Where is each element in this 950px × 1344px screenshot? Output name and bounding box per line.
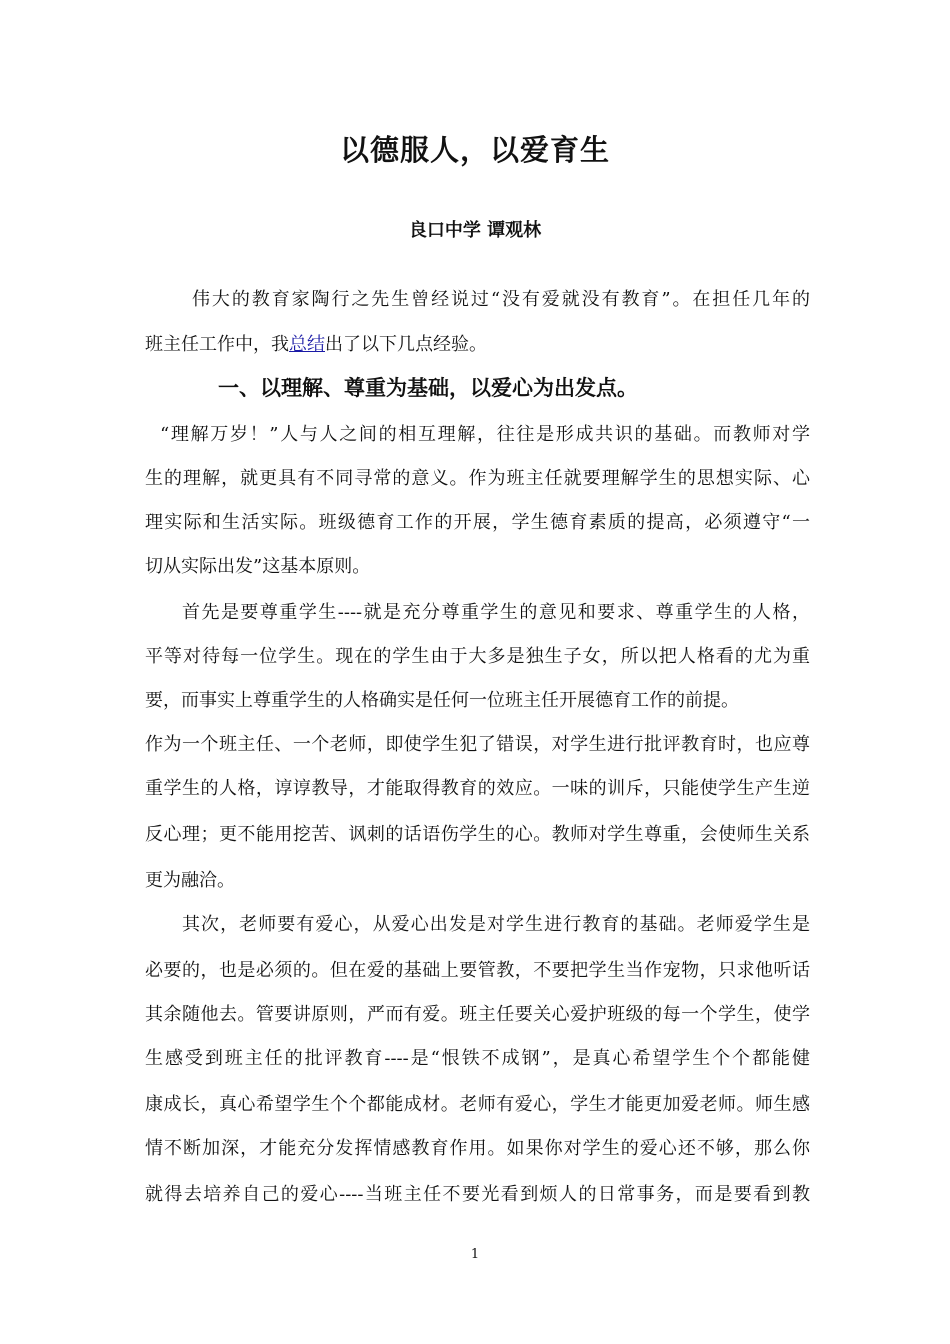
paragraph-line: 其次，老师要有爱心，从爱心出发是对学生进行教育的基础。老师爱学生是 [182,914,810,935]
paragraph-line: 重学生的人格，谆谆教导，才能取得教育的效应。一味的训斥，只能使学生产生逆 [145,778,810,799]
summary-link[interactable]: 总结 [289,334,325,355]
paragraph-line: 平等对待每一位学生。现在的学生由于大多是独生子女，所以把人格看的尤为重 [145,646,810,667]
section-heading-1: 一、以理解、尊重为基础，以爱心为出发点。 [218,376,638,400]
paragraph-line: 就得去培养自己的爱心----当班主任不要光看到烦人的日常事务，而是要看到教 [145,1184,810,1205]
author-line: 良口中学 谭观林 [408,220,542,241]
paragraph-line: 要，而事实上尊重学生的人格确实是任何一位班主任开展德育工作的前提。 [145,690,739,711]
paragraph-line: 首先是要尊重学生----就是充分尊重学生的意见和要求、尊重学生的人格， [182,602,810,623]
paragraph-line: “理解万岁！”人与人之间的相互理解，往往是形成共识的基础。而教师对学 [160,424,810,445]
paragraph-line: 康成长，真心希望学生个个都能成材。老师有爱心，学生才能更加爱老师。师生感 [145,1094,810,1115]
intro-text-after-link: 出了以下几点经验。 [325,334,487,355]
paragraph-line: 情不断加深，才能充分发挥情感教育作用。如果你对学生的爱心还不够，那么你 [145,1138,810,1159]
paragraph-line: 更为融洽。 [145,870,235,891]
paragraph-line: 作为一个班主任、一个老师，即使学生犯了错误，对学生进行批评教育时，也应尊 [145,734,810,755]
paragraph-line: 反心理；更不能用挖苦、讽刺的话语伤学生的心。教师对学生尊重，会使师生关系 [145,824,810,845]
paragraph-line: 切从实际出发”这基本原则。 [145,556,371,577]
intro-text-before-link: 班主任工作中，我 [145,334,289,355]
paragraph-line: 理实际和生活实际。班级德育工作的开展，学生德育素质的提高，必须遵守“一 [145,512,810,533]
paragraph-line: 必要的，也是必须的。但在爱的基础上要管教，不要把学生当作宠物，只求他听话 [145,960,810,981]
intro-line-1: 伟大的教育家陶行之先生曾经说过“没有爱就没有教育”。在担任几年的 [192,289,810,310]
paragraph-line: 生的理解，就更具有不同寻常的意义。作为班主任就要理解学生的思想实际、心 [145,468,810,489]
intro-line-2 [145,330,810,360]
document-title: 以德服人，以爱育生 [339,133,610,167]
paragraph-line: 其余随他去。管要讲原则，严而有爱。班主任要关心爱护班级的每一个学生，使学 [145,1004,810,1025]
paragraph-line: 生感受到班主任的批评教育----是“恨铁不成钢”，是真心希望学生个个都能健 [145,1048,810,1069]
page-number: 1 [470,1247,480,1262]
